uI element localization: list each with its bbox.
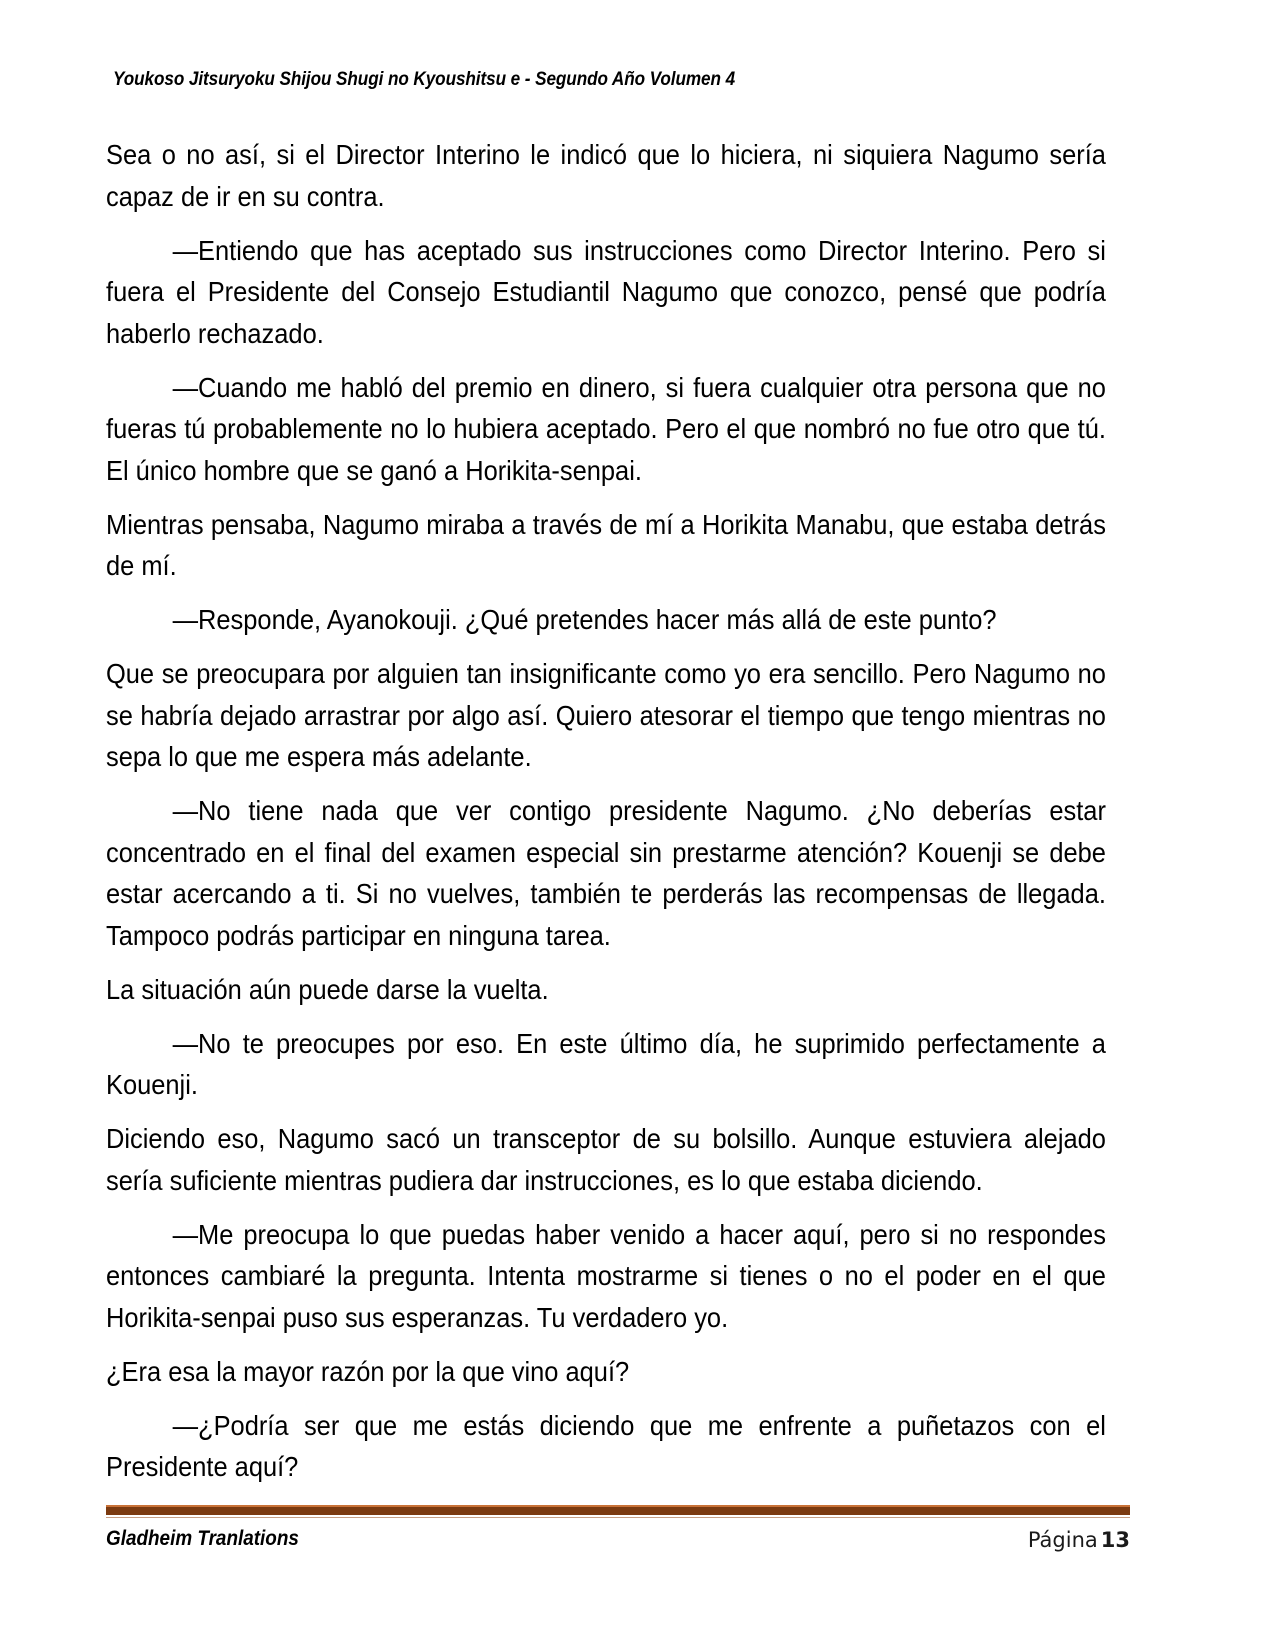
pagination-label: Página [1027, 1528, 1098, 1552]
footer-divider-main-bar [106, 1507, 1130, 1515]
body-paragraph: La situación aún puede darse la vuelta. [106, 973, 549, 1005]
body-paragraph: Diciendo eso, Nagumo sacó un transceptor de su bolsillo. Aunque estuviera alejado sería suficiente mientras pudiera dar instrucciones, es lo que estaba diciendo. [106, 1123, 1106, 1196]
body-paragraph: —Entiendo que has aceptado sus instrucciones como Director Interino. Pero si fuera el Presidente del Consejo Estudiantil Nagumo que conozco, pensé que podría haberlo rechazado. [106, 234, 1106, 349]
footer-divider-hairline [106, 1517, 1130, 1518]
document-body [106, 134, 1106, 1488]
page-number-block [1028, 1528, 1130, 1552]
body-paragraph: Que se preocupara por alguien tan insignificante como yo era sencillo. Pero Nagumo no se habría dejado arrastrar por algo así. Quiero atesorar el tiempo que tengo mientras no sepa lo que me espera más adelante. [106, 658, 1106, 772]
footer-content [106, 1527, 1130, 1561]
book-title: Youkoso Jitsuryoku Shijou Shugi no Kyoushitsu e - Segundo Año Volumen 4 [113, 68, 736, 90]
page-header [113, 68, 1113, 91]
body-paragraph: —Me preocupa lo que puedas haber venido a hacer aquí, pero si no respondes entonces cambiaré la pregunta. Intenta mostrarme si tienes o no el poder en el que Horikita-senpai puso sus esperanzas. Tu verdadero yo. [106, 1218, 1106, 1333]
page-number: 13 [1100, 1528, 1130, 1552]
body-paragraph: —No te preocupes por eso. En este último día, he suprimido perfectamente a Kouenji. [106, 1027, 1106, 1100]
page-footer [106, 1505, 1130, 1561]
body-paragraph: —Responde, Ayanokouji. ¿Qué pretendes hacer más allá de este punto? [172, 604, 997, 635]
body-paragraph: Mientras pensaba, Nagumo miraba a través de mí a Horikita Manabu, que estaba detrás de mí. [106, 508, 1106, 581]
body-paragraph: Sea o no así, si el Director Interino le indicó que lo hiciera, ni siquiera Nagumo sería capaz de ir en su contra. [106, 139, 1106, 212]
body-paragraph: ¿Era esa la mayor razón por la que vino aquí? [106, 1355, 630, 1387]
body-paragraph: —¿Podría ser que me estás diciendo que me enfrente a puñetazos con el Presidente aquí? [106, 1409, 1106, 1482]
footer-divider [106, 1505, 1130, 1518]
body-paragraph: —No tiene nada que ver contigo presidente Nagumo. ¿No deberías estar concentrado en el final del examen especial sin prestarme atención? Kouenji se debe estar acercando a ti. Si no vuelves, también te perderás las recompensas de llegada. Tampoco podrás participar en ninguna tarea. [106, 795, 1106, 951]
body-paragraph: —Cuando me habló del premio en dinero, si fuera cualquier otra persona que no fueras tú probablemente no lo hubiera aceptado. Pero el que nombró no fue otro que tú. El único hombre que se ganó a Horikita-senpai. [106, 371, 1106, 486]
translation-group-name: Gladheim Tranlations [106, 1527, 299, 1550]
